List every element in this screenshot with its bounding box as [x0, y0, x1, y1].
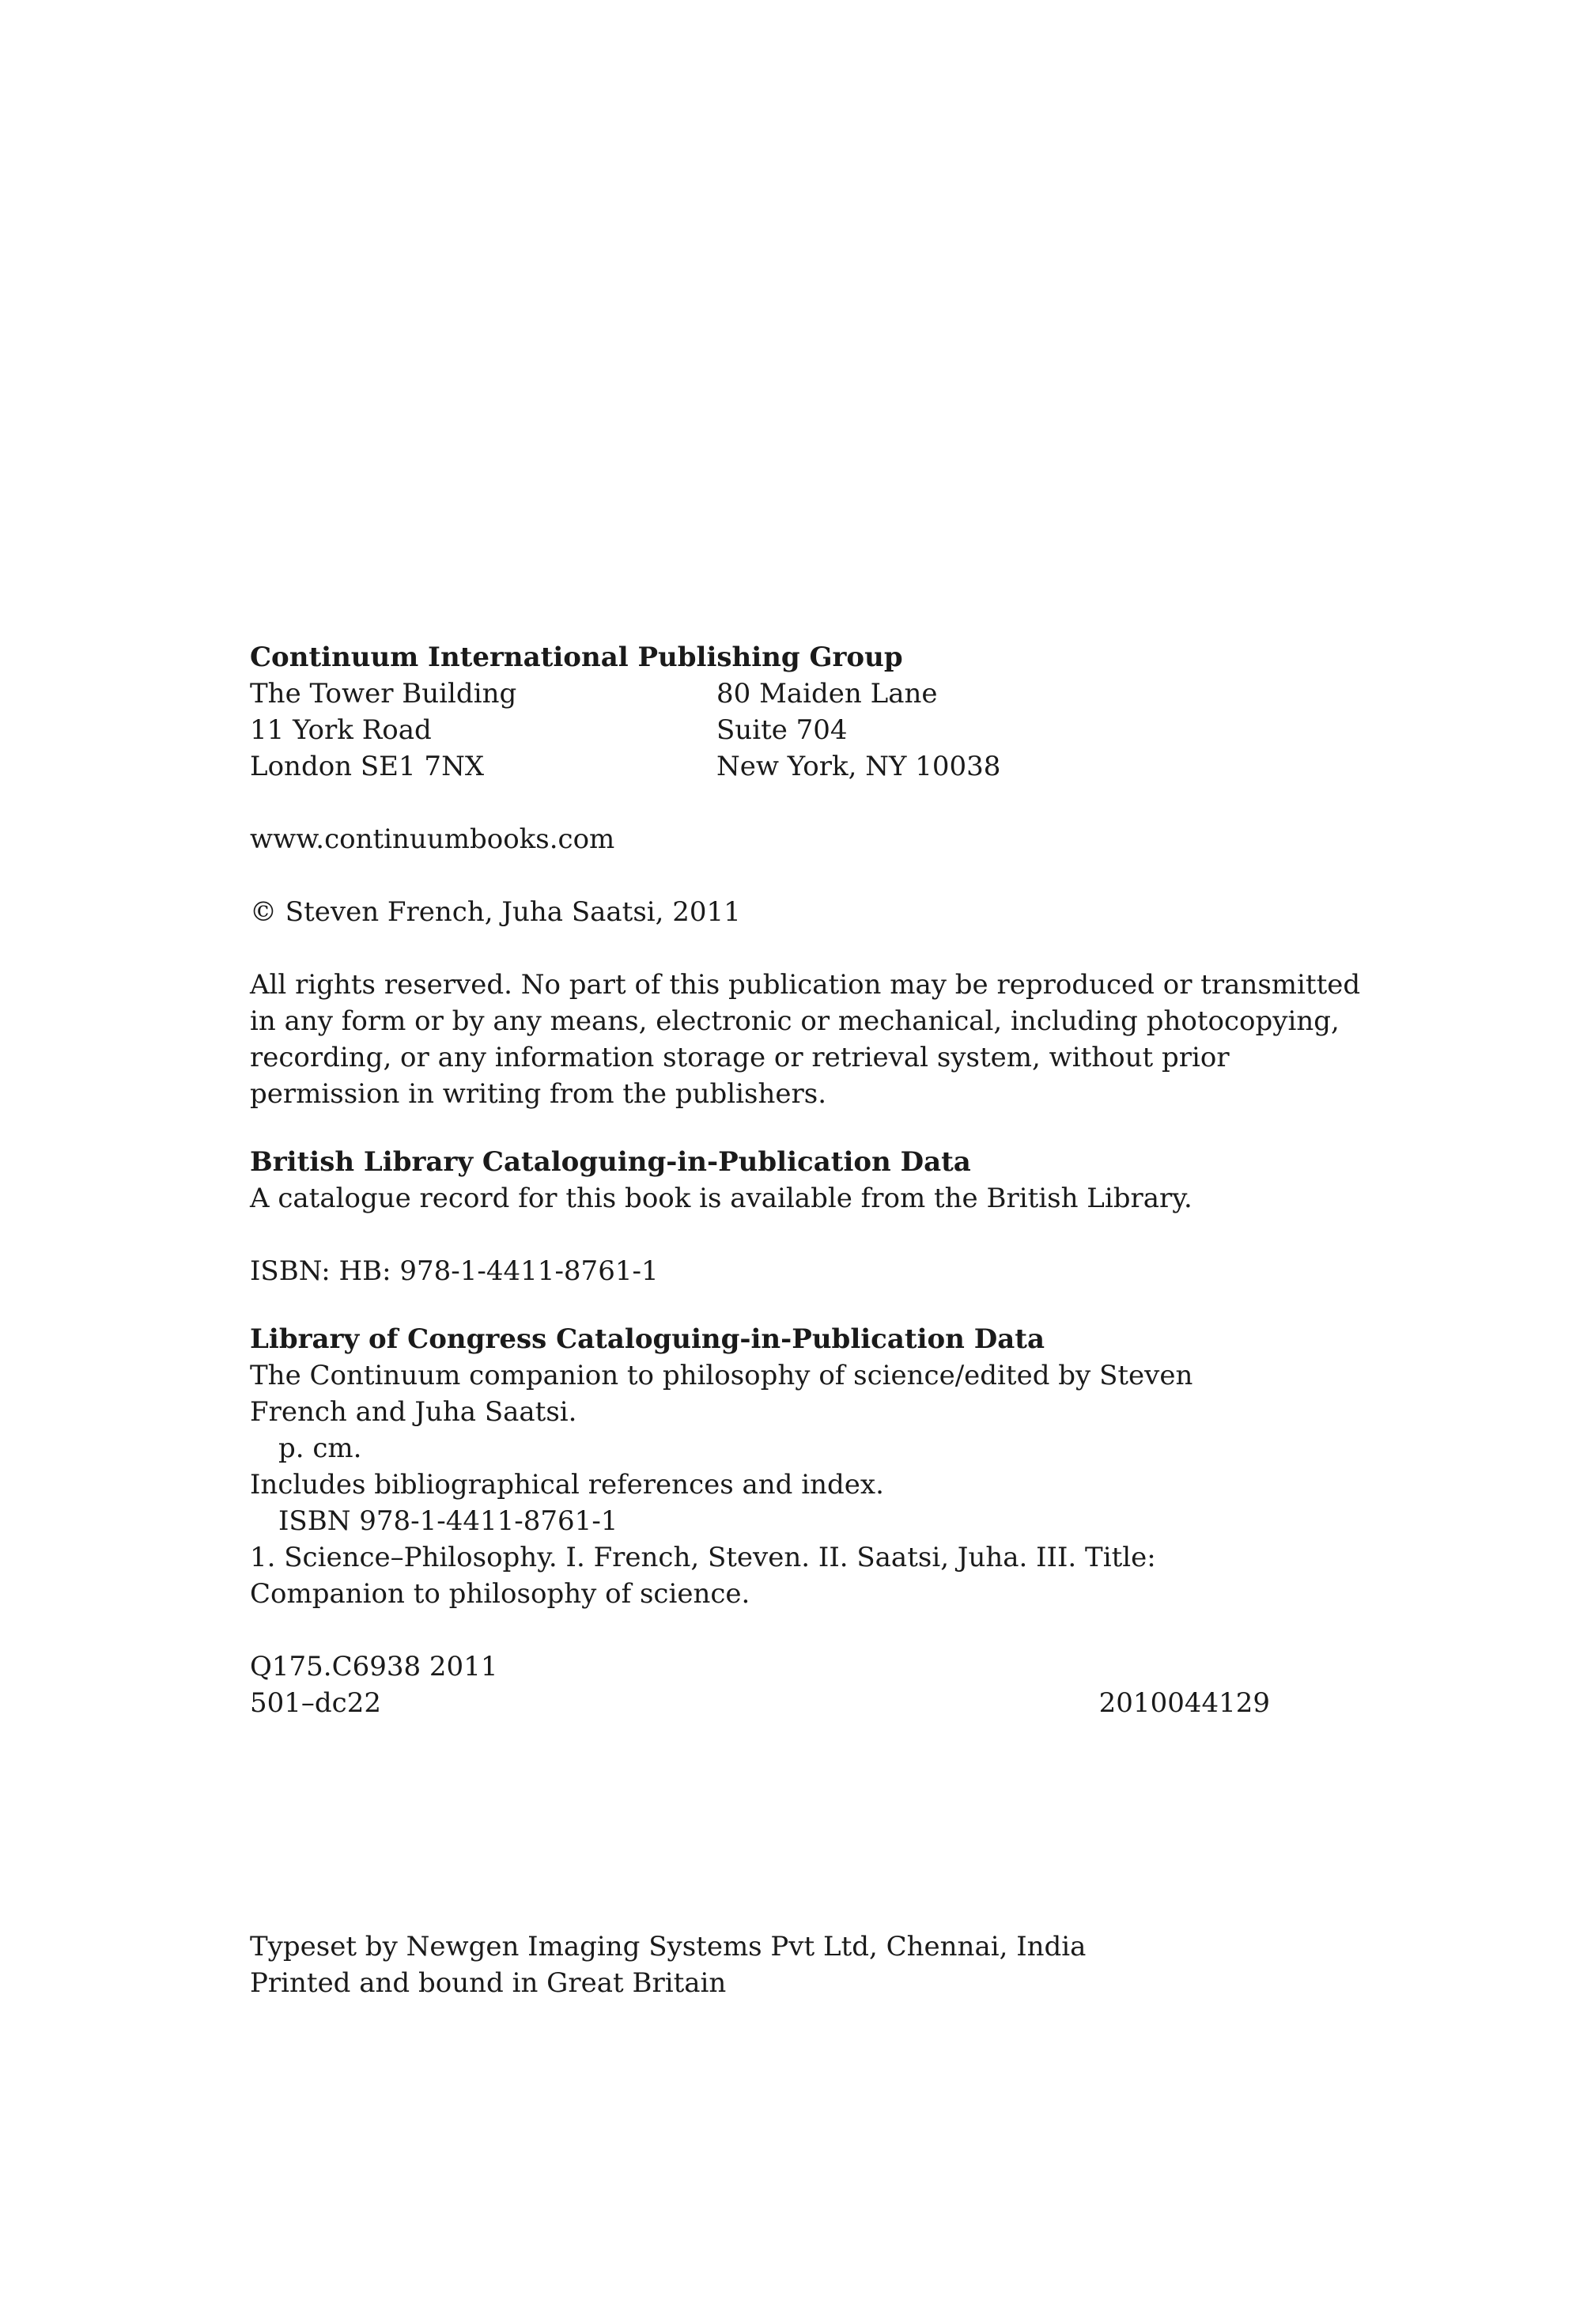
rights-line: All rights reserved. No part of this publication may be reproduced or transmitted — [250, 969, 1361, 1001]
uk-address-line: The Tower Building — [250, 678, 517, 710]
rights-line: in any form or by any means, electronic or mechanical, including photocopying, — [250, 1005, 1340, 1037]
loc-pcm: p. cm. — [278, 1433, 362, 1464]
uk-address-line: 11 York Road — [250, 714, 432, 746]
publisher-name: Continuum International Publishing Group — [250, 642, 903, 673]
us-address-line: Suite 704 — [716, 714, 848, 746]
address-row — [250, 748, 1325, 785]
typeset-credit: Typeset by Newgen Imaging Systems Pvt Ltd, Chennai, India — [250, 1931, 1087, 1963]
british-library-heading: British Library Cataloguing-in-Publication Data — [250, 1146, 971, 1178]
address-row — [250, 712, 1325, 748]
printed-credit: Printed and bound in Great Britain — [250, 1967, 727, 1999]
isbn-hardback: ISBN: HB: 978-1-4411-8761-1 — [250, 1255, 659, 1287]
loc-call-number: Q175.C6938 2011 — [250, 1651, 498, 1682]
loc-dewey: 501–dc22 — [250, 1687, 381, 1719]
publisher-website: www.continuumbooks.com — [250, 823, 615, 855]
loc-subject-line: 1. Science–Philosophy. I. French, Steven. II. Saatsi, Juha. III. Title: — [250, 1542, 1156, 1573]
rights-line: recording, or any information storage or retrieval system, without prior — [250, 1042, 1230, 1073]
loc-heading: Library of Congress Cataloguing-in-Publication Data — [250, 1323, 1045, 1355]
loc-classification-row — [250, 1685, 1270, 1721]
us-address-line: New York, NY 10038 — [716, 751, 1001, 782]
rights-line: permission in writing from the publishers. — [250, 1078, 827, 1110]
british-library-text: A catalogue record for this book is available from the British Library. — [250, 1183, 1192, 1214]
loc-includes: Includes bibliographical references and index. — [250, 1469, 884, 1501]
imprint-block — [250, 639, 1361, 1721]
loc-title-line: French and Juha Saatsi. — [250, 1396, 577, 1428]
loc-subject-line: Companion to philosophy of science. — [250, 1578, 750, 1610]
printing-info — [250, 1928, 1086, 2001]
loc-title-line: The Continuum companion to philosophy of science/edited by Steven — [250, 1360, 1193, 1391]
rights-statement — [250, 967, 1361, 1112]
copyright-notice: © Steven French, Juha Saatsi, 2011 — [250, 896, 741, 928]
address-row — [250, 676, 1325, 712]
uk-address-line: London SE1 7NX — [250, 751, 485, 782]
loc-lccn: 2010044129 — [1098, 1687, 1270, 1719]
loc-isbn: ISBN 978-1-4411-8761-1 — [278, 1505, 618, 1537]
us-address-line: 80 Maiden Lane — [716, 678, 938, 710]
